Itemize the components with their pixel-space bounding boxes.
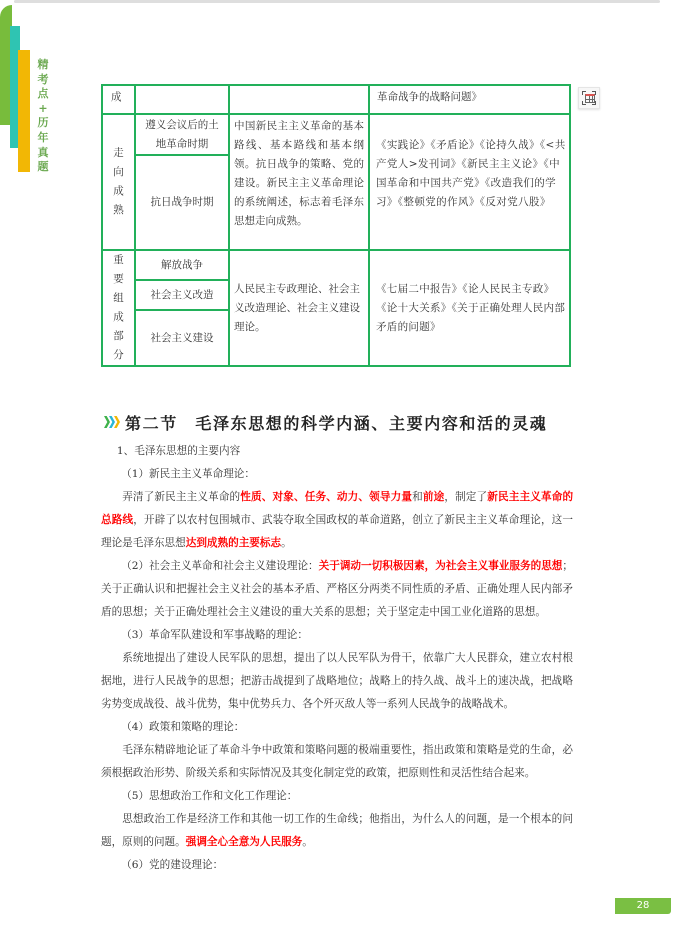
side-label-char: 年 (37, 130, 49, 144)
cell-stage: 成 (111, 91, 122, 103)
subheading-6: （6）党的建设理论： (121, 859, 224, 871)
side-label-char: 精 (37, 58, 49, 71)
stage-char: 成 (113, 185, 124, 197)
stage-char: 组 (113, 292, 124, 304)
text: 弄清了新民主主义革命的 (122, 491, 241, 503)
side-label-char: 历 (37, 116, 49, 130)
cell-stage-maturing (103, 115, 134, 249)
text: 。 (281, 537, 292, 549)
cell-content-components: 人民民主专政理论、社会主义改造理论、社会主义建设理论。 (234, 283, 360, 333)
subheading-3: （3）革命军队建设和军事战略的理论： (121, 629, 308, 641)
cell-period-zunyi: 遵义会议后的土地革命时期 (145, 119, 219, 150)
decorative-bar-yellow (18, 50, 30, 172)
paragraph-4: 毛泽东精辟地论证了革命斗争中政策和策略问题的极端重要性，指出政策和策略是党的生命，必须根据政治形势、阶级关系和实际情况及其变化制定党的政策，把原则性和灵活性结合起来。 (101, 744, 573, 779)
stage-char: 要 (113, 273, 124, 285)
cell-works: 革命战争的战略问题》 (377, 91, 482, 103)
paragraph-3: 系统地提出了建设人民军队的思想，提出了以人民军队为骨干，依靠广大人民群众，建立农村根据地，进行人民战争的思想；把游击战提到了战略地位；战略上的持久战、战斗上的速决战，把战略劣势变成战役、战斗优势，集中优势兵力、各个歼灭敌人等一系列人民战争的战略战术。 (101, 652, 573, 710)
stage-char: 部 (113, 330, 124, 342)
text: 思想政治工作是经济工作和其他一切工作的生命线；他指出，为什么人的问题，是一个根本的问题，原则的问题。 (101, 813, 573, 848)
highlight: 新民主主义革命的总路线 (101, 491, 574, 526)
cell-stage-components (103, 251, 134, 365)
subheading-1: （1）新民主主义革命理论： (121, 468, 255, 480)
paragraph-2 (101, 555, 573, 624)
stage-char: 重 (113, 254, 124, 266)
stage-char: 熟 (113, 204, 124, 216)
page-number: 28 (615, 898, 671, 914)
stage-char: 向 (113, 166, 124, 178)
side-label (36, 58, 50, 175)
text: ；关于正确认识和把握社会主义社会的基本矛盾、严格区分两类不同性质的矛盾、正确处理人民内部矛盾的思想；关于正确处理社会主义建设的重大关系的思想；关于坚定走中国工业化道路的思想。 (101, 560, 573, 618)
stage-char: 走 (113, 147, 124, 159)
cell-period-transformation: 社会主义改造 (150, 288, 214, 301)
side-label-char: + (38, 101, 48, 115)
cell-works-maturing: 《实践论》《矛盾论》《论持久战》《<共产党人>发刊词》《新民主主义论》《中国革命和中国共产党》《改造我们的学习》《整顿党的作风》《反对党八股》 (376, 139, 566, 208)
highlight: 达到成熟的主要标志 (185, 537, 282, 549)
subheading-5: （5）思想政治工作和文化工作理论： (121, 790, 298, 802)
text: 。 (302, 836, 313, 848)
table-extract-icon[interactable] (578, 87, 600, 109)
section-heading (104, 409, 547, 435)
text: 和 (412, 491, 423, 503)
highlight: 强调全心全意为人民服务 (185, 836, 303, 848)
stage-char: 分 (113, 349, 124, 361)
highlight: 前途 (422, 491, 445, 503)
side-label-char: 考 (37, 72, 49, 86)
section-title: 第二节 毛泽东思想的科学内涵、主要内容和活的灵魂 (125, 413, 548, 433)
chevrons-icon (104, 416, 119, 428)
paragraph-1 (101, 486, 573, 555)
paragraph-5 (101, 808, 573, 854)
side-label-char: 点 (37, 87, 49, 101)
side-label-char: 真 (37, 145, 49, 159)
cell-period-antijapanese: 抗日战争时期 (150, 196, 214, 208)
text: ，制定了 (444, 491, 488, 503)
subheading-2: （2）社会主义革命和社会主义建设理论： (121, 560, 319, 572)
cell-works-components: 《七届二中报告》《论人民民主专政》《论十大关系》《关于正确处理人民内部矛盾的问题》 (376, 283, 566, 333)
main-content (101, 440, 573, 877)
stage-char: 成 (113, 311, 124, 323)
page-top-edge (14, 0, 660, 3)
content-heading: 1、毛泽东思想的主要内容 (116, 445, 241, 457)
cell-period-construction: 社会主义建设 (150, 331, 214, 344)
content-table (101, 84, 571, 367)
cell-period-liberation: 解放战争 (161, 258, 203, 271)
cell-content-maturing: 中国新民主主义革命的基本路线、基本路线和基本纲领。抗日战争的策略、党的建设。新民主主义革命理论的系统阐述，标志着毛泽东思想走向成熟。 (234, 120, 364, 227)
side-label-char: 题 (37, 160, 49, 174)
text: ，开辟了以农村包围城市、武装夺取全国政权的革命道路，创立了新民主主义革命理论，这一理论是毛泽东思想 (101, 514, 574, 549)
subheading-4: （4）政策和策略的理论： (121, 721, 245, 733)
highlight: 关于调动一切积极因素，为社会主义事业服务的思想 (318, 560, 563, 572)
highlight: 性质、对象、任务、动力、领导力量 (240, 491, 413, 503)
